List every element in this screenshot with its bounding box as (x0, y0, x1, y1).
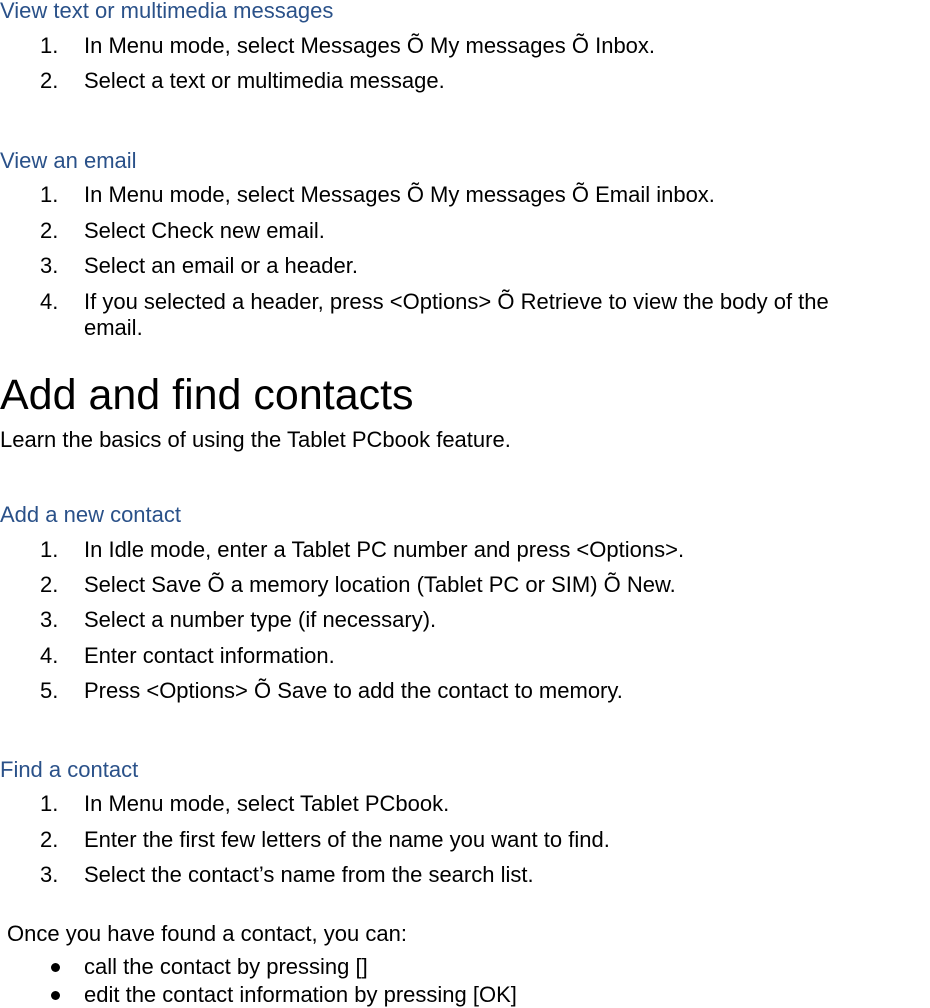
list-item (0, 827, 930, 853)
list-item (0, 218, 930, 244)
list-item (0, 182, 930, 208)
list-number: 3. (40, 253, 59, 278)
once-found-paragraph: Once you have found a contact, you can: (7, 921, 407, 946)
bullet-text: call the contact by pressing [] (84, 954, 368, 979)
list-number: 4. (40, 289, 59, 314)
list-number: 5. (40, 678, 59, 703)
intro-paragraph: Learn the basics of using the Tablet PCbook feature. (0, 427, 511, 452)
list-item (0, 643, 930, 669)
subheading-view-messages: View text or multimedia messages (0, 0, 334, 23)
list-item (0, 607, 930, 633)
subheading-view-email: View an email (0, 148, 137, 173)
list-number: 3. (40, 607, 59, 632)
list-text: In Menu mode, select Messages Õ My messages Õ Email inbox. (84, 182, 715, 207)
list-text: Enter the first few letters of the name you want to find. (84, 827, 610, 852)
list-text: Select a text or multimedia message. (84, 68, 445, 93)
list-number: 1. (40, 537, 59, 562)
list-item (0, 862, 930, 888)
bullet-item (0, 954, 930, 980)
list-number: 2. (40, 68, 59, 93)
list-number: 1. (40, 791, 59, 816)
bullet-text: edit the contact information by pressing [OK] (84, 982, 517, 1007)
list-text: In Menu mode, select Messages Õ My messages Õ Inbox. (84, 33, 656, 58)
list-text: Select Check new email. (84, 218, 325, 243)
list-text: Select an email or a header. (84, 253, 358, 278)
subheading-add-contact: Add a new contact (0, 502, 182, 527)
list-item (0, 678, 930, 704)
list-text: Select a number type (if necessary). (84, 607, 437, 632)
list-number: 1. (40, 182, 59, 207)
list-text: If you selected a header, press <Options> Õ Retrieve to view the body of the (84, 289, 829, 314)
bullet-item (0, 982, 930, 1008)
list-item (0, 289, 930, 341)
list-item (0, 791, 930, 817)
list-number: 3. (40, 862, 59, 887)
bullet-icon (51, 991, 60, 1000)
subheading-find-contact: Find a contact (0, 757, 139, 782)
list-item (0, 253, 930, 279)
list-item (0, 537, 930, 563)
list-number: 1. (40, 33, 59, 58)
list-text: In Idle mode, enter a Tablet PC number and press <Options>. (84, 537, 685, 562)
list-item (0, 68, 930, 94)
list-text-continuation: email. (84, 315, 143, 340)
list-number: 4. (40, 643, 59, 668)
list-item (0, 33, 930, 59)
list-text: Select Save Õ a memory location (Tablet PC or SIM) Õ New. (84, 572, 676, 597)
list-number: 2. (40, 827, 59, 852)
page-heading: Add and find contacts (0, 371, 414, 419)
list-text: Press <Options> Õ Save to add the contact to memory. (84, 678, 623, 703)
bullet-icon (51, 963, 60, 972)
list-number: 2. (40, 218, 59, 243)
list-item (0, 572, 930, 598)
list-text: In Menu mode, select Tablet PCbook. (84, 791, 450, 816)
list-number: 2. (40, 572, 59, 597)
list-text: Select the contact’s name from the search list. (84, 862, 534, 887)
list-text: Enter contact information. (84, 643, 335, 668)
